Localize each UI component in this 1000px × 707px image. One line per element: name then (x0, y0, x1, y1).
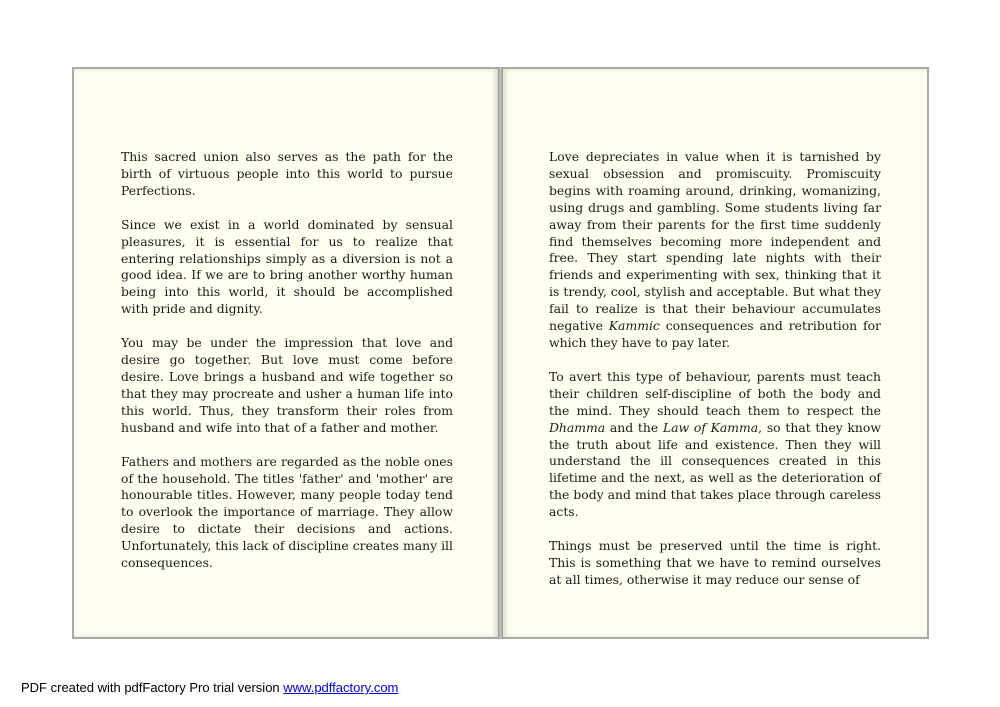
paragraph: Things must be preserved until the time is right. This is something that we have to remind ourselves at all times, otherwise it may reduce our sense of (549, 538, 881, 587)
pdf-footer (21, 680, 398, 695)
footer-text: PDF created with pdfFactory Pro trial version (21, 680, 284, 695)
italic-term: Dhamma (549, 419, 606, 435)
right-page-text (549, 149, 881, 589)
paragraph: This sacred union also serves as the path for the birth of virtuous people into this world to pursue Perfections. (121, 149, 453, 198)
italic-term: Kammic (608, 318, 660, 334)
paragraph: You may be under the impression that love and desire go together. But love must come before desire. Love brings a husband and wife together so that they may procreate and usher a human life into this world. Thus, they transform their roles from husband and wife into that of a father and mother. (121, 335, 453, 435)
text-run: consequences and retribution for which they have to pay later. (549, 318, 881, 350)
right-page (503, 69, 927, 637)
footer-link[interactable]: www.pdffactory.com (283, 680, 399, 695)
book-spread (72, 67, 929, 639)
paragraph (549, 149, 881, 352)
text-run: To avert this type of behaviour, parents must teach their children self-discipline of both the body and the mind. They should teach them to respect the (549, 368, 881, 418)
paragraph: Fathers and mothers are regarded as the noble ones of the household. The titles 'father' and 'mother' are honourable titles. However, many people today tend to overlook the importance of marriage. They allow desire to dictate their decisions and actions. Unfortunately, this lack of discipline creates many ill consequences. (121, 453, 453, 571)
paragraph (549, 369, 881, 521)
text-run: , so that they know the truth about life and existence. Then they will understand the ill consequences created in this lifetime and the next, as well as the deterioration of the body and mind that takes place through careless acts. (549, 419, 881, 520)
paragraph: Since we exist in a world dominated by sensual pleasures, it is essential for us to realize that entering relationships simply as a diversion is not a good idea. If we are to bring another worthy human being into this world, it should be accomplished with pride and dignity. (121, 216, 453, 317)
left-page (74, 69, 498, 637)
left-page-text (121, 149, 453, 589)
italic-term: Law of Kamma (662, 419, 759, 435)
text-run: and the (605, 419, 663, 435)
text-run: Love depreciates in value when it is tarnished by sexual obsession and promiscuity. Promiscuity begins with roaming around, drinking, womanizing, using drugs and gambling. Some students living far away from their parents for the first time suddenly find themselves becoming more independent and free. They start spending late nights with their friends and experimenting with sex, thinking that it is trendy, cool, stylish and acceptable. But what they fail to realize is that their behaviour accumulates negative (549, 149, 881, 334)
